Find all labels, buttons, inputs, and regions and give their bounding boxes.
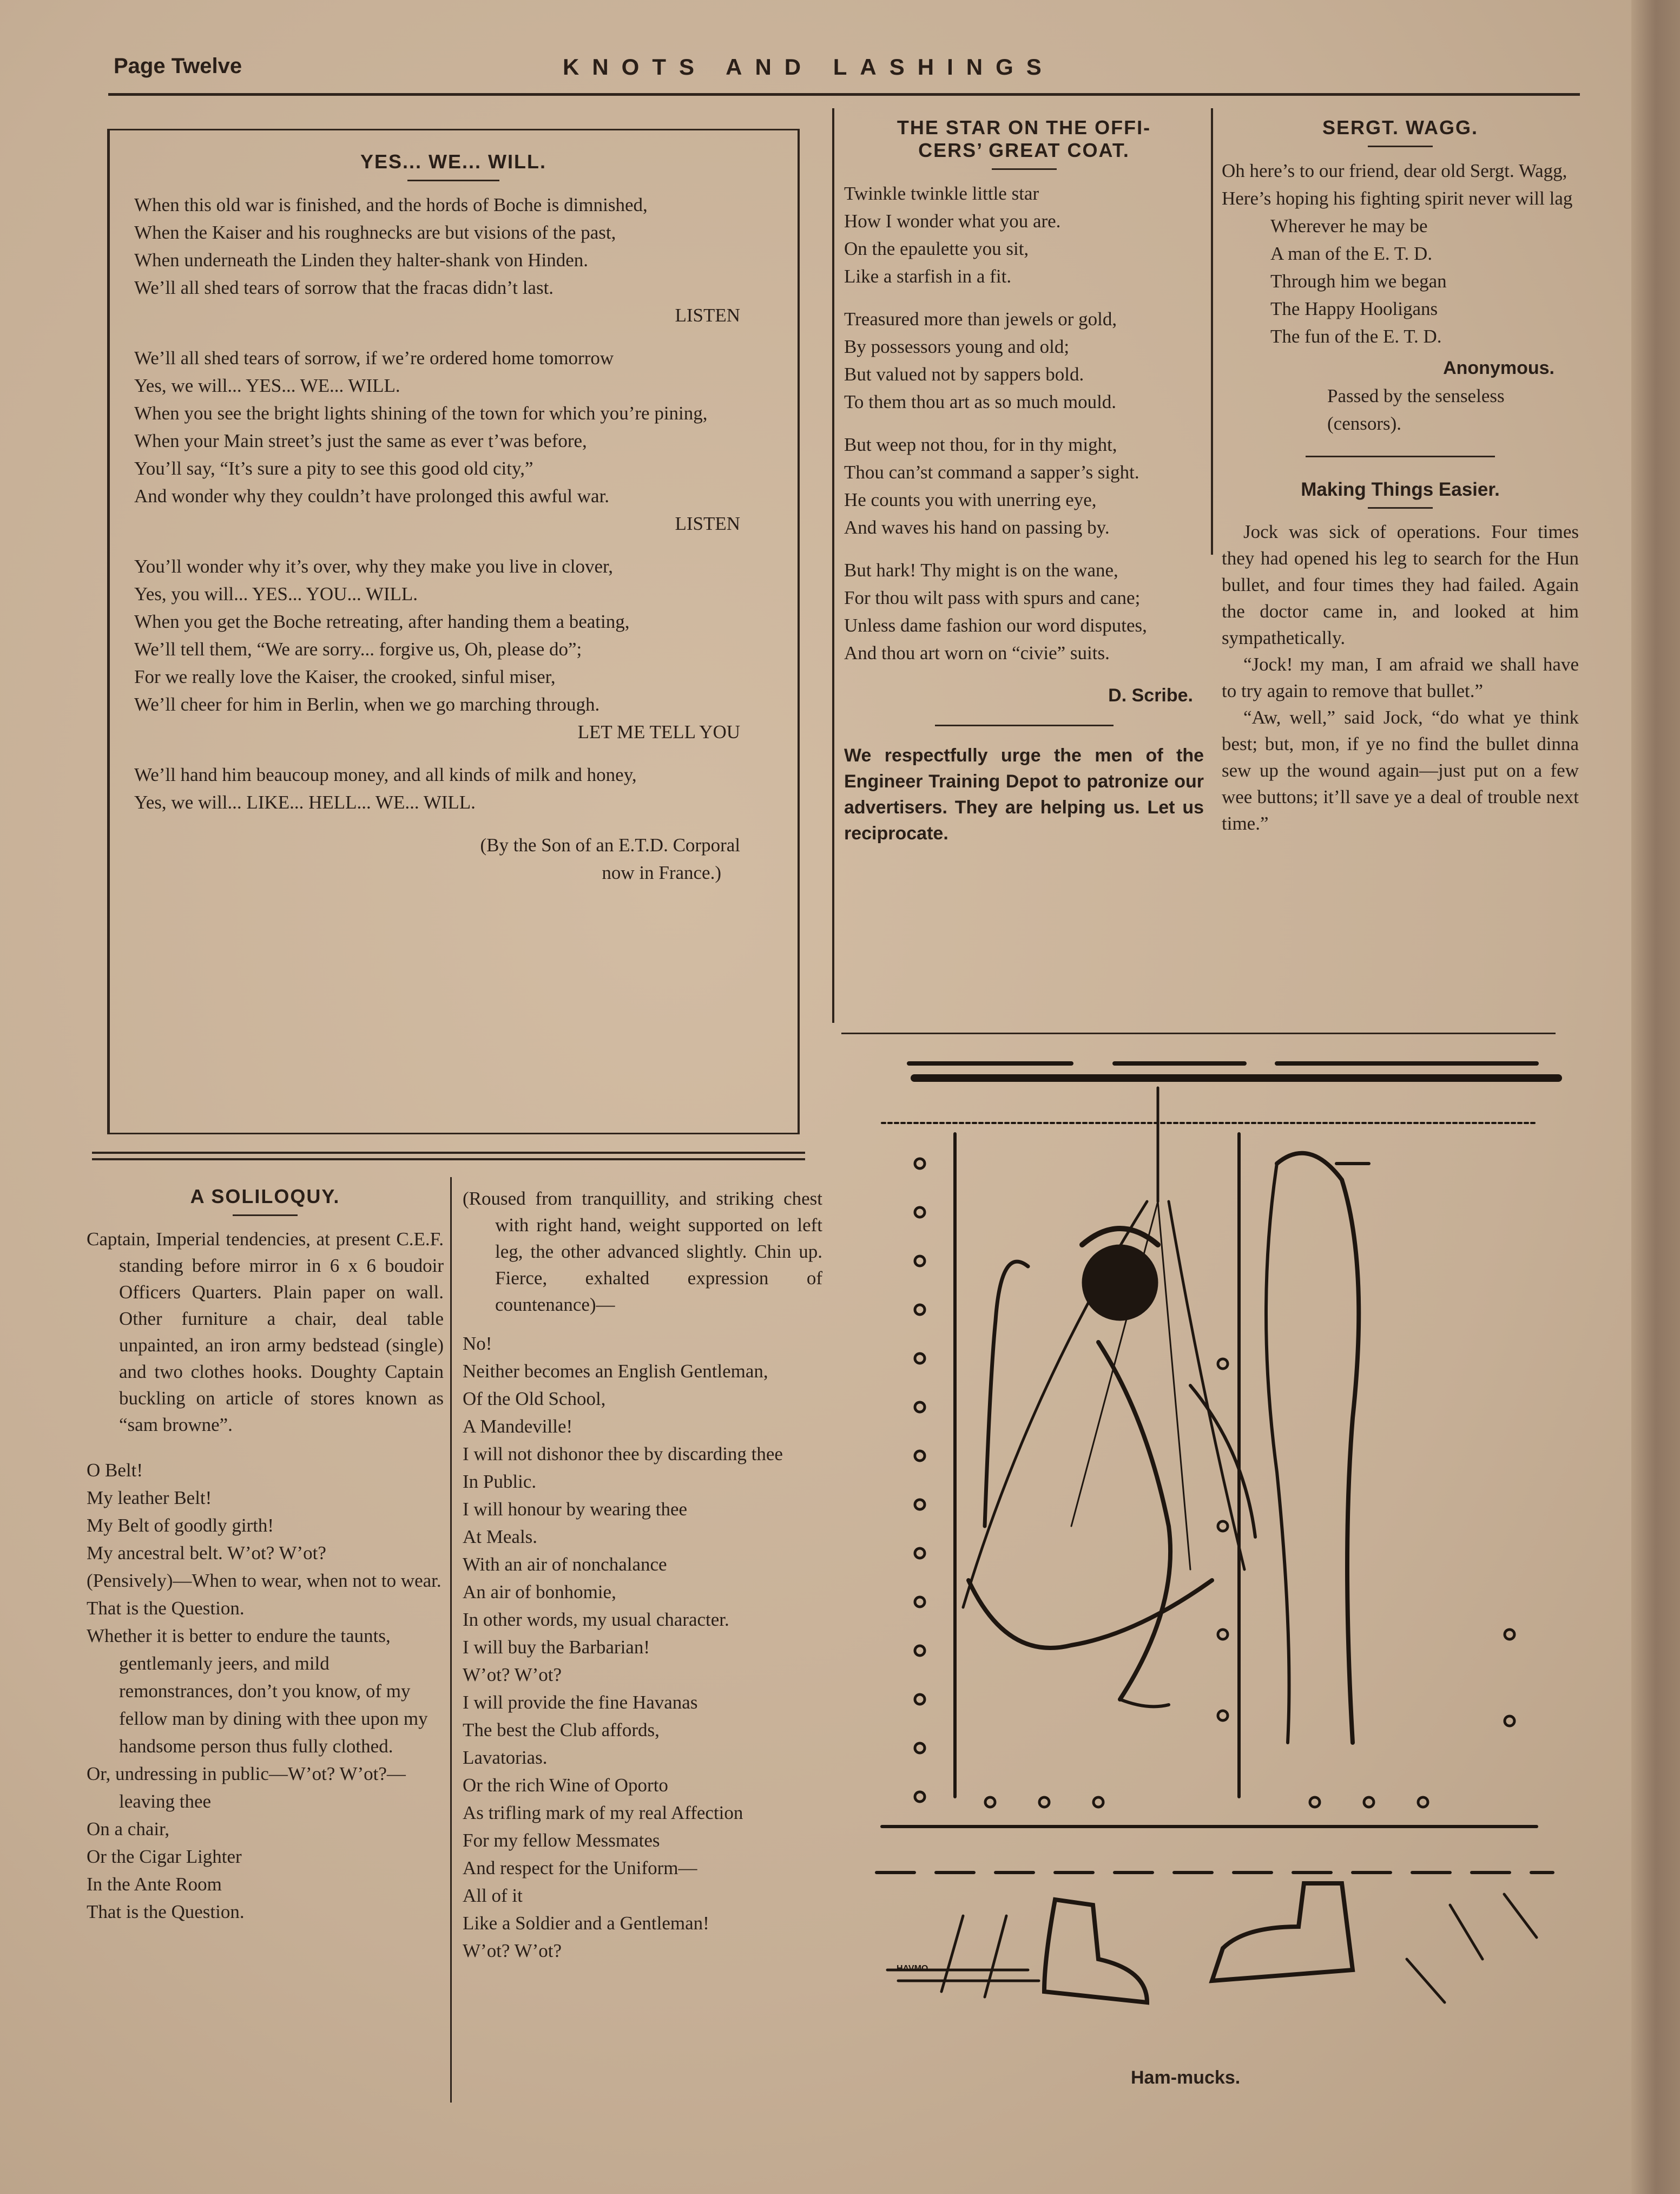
soliloquy-line: Neither becomes an English Gentleman, (463, 1361, 768, 1382)
soliloquy-line: With an air of nonchalance (463, 1554, 667, 1575)
title-rule (992, 168, 1057, 170)
wagg-verse (1222, 157, 1579, 350)
soliloquy-line: O Belt! (87, 1460, 143, 1481)
verse-line: And wonder why they couldn’t have prolonged this awful war. (134, 485, 610, 507)
masthead-title: KNOTS AND LASHINGS (563, 54, 1055, 80)
verse-line: He counts you with unerring eye, (844, 489, 1097, 510)
verse-line: We’ll tell them, “We are sorry... forgive us, Oh, please do”; (134, 639, 582, 660)
verse-line: Treasured more than jewels or gold, (844, 308, 1117, 330)
soliloquy-line: As trifling mark of my real Affection (463, 1802, 743, 1823)
title-rule (1368, 507, 1433, 509)
soliloquy-line: Lavatorias. (463, 1747, 548, 1768)
double-rule-top (92, 1152, 805, 1154)
cartoon-top-rule (841, 1033, 1556, 1034)
soliloquy-line: In other words, my usual character. (463, 1609, 729, 1630)
soliloquy-line: An air of bonhomie, (463, 1581, 616, 1602)
star-signature: D. Scribe. (1108, 685, 1193, 706)
verse-line: On the epaulette you sit, (844, 238, 1029, 259)
soliloquy-line: In the Ante Room (87, 1874, 222, 1895)
soliloquy-stage-direction (463, 1185, 822, 1318)
soliloquy-line: I will honour by wearing thee (463, 1499, 688, 1520)
stanza (844, 556, 1204, 667)
soliloquy-col2-verse (463, 1330, 822, 1965)
verse-line: The Happy Hooligans (1270, 298, 1438, 319)
verse-line: Yes, you will... YES... YOU... WILL. (134, 583, 418, 605)
soliloquy-line: All of it (463, 1885, 523, 1906)
byline-line-2: now in France.) (602, 862, 721, 883)
soliloquy-line: Or, undressing in public—W’ot? W’ot?—leaving thee (87, 1763, 406, 1812)
verse-line: We’ll all shed tears of sorrow that the fracas didn’t last. (134, 277, 554, 298)
soliloquy-column-rule (450, 1177, 452, 2103)
title-rule (233, 1214, 298, 1216)
verse-line: And waves his hand on passing by. (844, 517, 1110, 538)
divider-rule (935, 725, 1114, 726)
soliloquy-line: Like a Soldier and a Gentleman! (463, 1913, 709, 1934)
soliloquy-line: W’ot? W’ot? (463, 1940, 562, 1961)
stanza (844, 180, 1204, 290)
verse-line: For we really love the Kaiser, the crooked, sinful miser, (134, 666, 556, 687)
story-paragraph: “Aw, well,” said Jock, “do what ye think best; but, mon, if ye no find the bullet dinna sew up the wound again—just put on a few wee buttons; it’ll save ye a deal of trouble next time.” (1222, 707, 1579, 834)
wagg-signature: Anonymous. (1443, 358, 1554, 378)
byline-line-1: (By the Son of an E.T.D. Corporal (480, 835, 740, 856)
story-paragraph: “Jock! my man, I am afraid we shall have to try again to remove that bullet.” (1222, 654, 1579, 701)
verse-line: For thou wilt pass with spurs and cane; (844, 587, 1141, 608)
verse-line: By possessors young and old; (844, 336, 1070, 357)
wagg-passed: Passed by the senseless (censors). (1327, 385, 1505, 434)
soliloquy-col1-verse (87, 1456, 444, 1926)
stanza (844, 305, 1204, 416)
soliloquy-line: On a chair, (87, 1818, 170, 1840)
soliloquy-line: Of the Old School, (463, 1388, 606, 1409)
verse-line: When this old war is finished, and the hords of Boche is dimnished, (134, 194, 648, 215)
soliloquy-col-2 (463, 1185, 822, 1965)
cartoon-label: HAVMO (897, 1964, 928, 1973)
verse-line: But valued not by sappers bold. (844, 364, 1084, 385)
soliloquy-line: At Meals. (463, 1526, 538, 1547)
verse-line: The fun of the E. T. D. (1270, 326, 1442, 347)
yes-we-will-title: YES... WE... WILL. (360, 150, 546, 173)
verse-line: Twinkle twinkle little star (844, 183, 1039, 204)
divider-rule (1306, 456, 1495, 457)
advertiser-appeal: We respectfully urge the men of the Engineer Training Depot to patronize our advertisers. They are helping us. Let us reciprocate. (844, 745, 1204, 844)
verse-line: Like a starfish in a fit. (844, 266, 1012, 287)
soliloquy-line: (Pensively)—When to wear, when not to wear. (87, 1570, 442, 1591)
verse-line: How I wonder what you are. (844, 211, 1061, 232)
page-number: Page Twelve (114, 54, 242, 78)
verse-line: We’ll all shed tears of sorrow, if we’re ordered home tomorrow (134, 347, 614, 369)
verse-line: But weep not thou, for in thy might, (844, 434, 1117, 455)
cartoon-caption: Ham-mucks. (1131, 2067, 1241, 2088)
soliloquy-line: Or the rich Wine of Oporto (463, 1775, 668, 1796)
soliloquy-intro-text: Captain, Imperial tendencies, at present C.E.F. standing before mirror in 6 x 6 boudoir Officers Quarters. Plain paper on wall. Other furniture a chair, deal table unpainted, an iron army bedstead (single) and two clothes hooks. Doughty Captain buckling on article of stores known as “sam browne”. (87, 1229, 444, 1435)
double-rule-bottom (92, 1158, 805, 1160)
verse-line: Oh here’s to our friend, dear old Sergt. Wagg, (1222, 160, 1567, 181)
stanza (134, 553, 773, 746)
soliloquy-line: My ancestral belt. W’ot? W’ot? (87, 1542, 326, 1564)
title-rule (407, 180, 499, 181)
column-rule-2 (1211, 108, 1213, 555)
stage-direction-text: (Roused from tranquillity, and striking chest with right hand, weight supported on left leg, the other advanced slightly. Chin up. Fierce, exhalted expression of countenance)— (463, 1188, 822, 1315)
soliloquy-line: My Belt of goodly girth! (87, 1515, 274, 1536)
soliloquy-line: In Public. (463, 1471, 537, 1492)
stanza (134, 344, 773, 537)
verse-line: You’ll say, “It’s sure a pity to see this good old city,” (134, 458, 533, 479)
yes-we-will-article (134, 150, 773, 886)
soliloquy-intro (87, 1226, 444, 1438)
refrain: LISTEN (675, 513, 740, 534)
verse-line: When your Main street’s just the same as ever t’was before, (134, 430, 587, 451)
easier-story (1222, 518, 1579, 837)
verse-line: To them thou art as so much mould. (844, 391, 1117, 412)
soliloquy-line: That is the Question. (87, 1901, 245, 1922)
soliloquy-line: No! (463, 1333, 492, 1354)
yes-we-will-verse (134, 191, 773, 816)
verse-line: And thou art worn on “civie” suits. (844, 642, 1110, 664)
verse-line: When you see the bright lights shining of the town for which you’re pining, (134, 403, 708, 424)
soliloquy-line: For my fellow Messmates (463, 1830, 660, 1851)
verse-line: Thou can’st command a sapper’s sight. (844, 462, 1139, 483)
verse-line: Yes, we will... YES... WE... WILL. (134, 375, 400, 396)
wagg-article (1222, 116, 1579, 837)
soliloquy-title: A SOLILOQUY. (190, 1185, 340, 1207)
easier-title: Making Things Easier. (1301, 479, 1500, 500)
star-article (844, 116, 1204, 846)
wagg-title: SERGT. WAGG. (1322, 116, 1479, 139)
star-title-1: THE STAR ON THE OFFI- (897, 116, 1151, 139)
soliloquy-line: I will not dishonor thee by discarding thee (463, 1443, 783, 1464)
story-paragraph: Jock was sick of operations. Four times they had opened his leg to search for the Hun bullet, and four times they had failed. Again the doctor came in, and looked at him sympathetically. (1222, 521, 1579, 648)
page-edge-shadow (1631, 0, 1680, 2194)
soliloquy-line: Or the Cigar Lighter (87, 1846, 242, 1867)
verse-line: You’ll wonder why it’s over, why they make you live in clover, (134, 556, 614, 577)
star-verse (844, 180, 1204, 667)
verse-line: When the Kaiser and his roughnecks are but visions of the past, (134, 222, 616, 243)
soliloquy-line: The best the Club affords, (463, 1719, 660, 1740)
verse-line: But hark! Thy might is on the wane, (844, 560, 1118, 581)
soliloquy-line: And respect for the Uniform— (463, 1857, 697, 1878)
soliloquy-line: Whether it is better to endure the taunts, gentlemanly jeers, and mild remonstrances, don’t you know, of my fellow man by dining with thee upon my handsome person thus fully clothed. (87, 1625, 428, 1757)
verse-line: Wherever he may be (1270, 215, 1428, 237)
stanza (844, 431, 1204, 541)
soliloquy-line: My leather Belt! (87, 1487, 212, 1508)
soliloquy-line: A Mandeville! (463, 1416, 573, 1437)
column-rule-1 (832, 108, 834, 1023)
refrain: LISTEN (675, 305, 740, 326)
verse-line: When you get the Boche retreating, after handing them a beating, (134, 611, 630, 632)
verse-line: Here’s hoping his fighting spirit never will lag (1222, 188, 1573, 209)
soliloquy-line: I will provide the fine Havanas (463, 1692, 698, 1713)
verse-line: We’ll hand him beaucoup money, and all kinds of milk and honey, (134, 764, 637, 785)
title-rule (1368, 146, 1433, 147)
ham-mucks-cartoon (866, 1039, 1564, 2046)
soliloquy-col-1 (87, 1185, 444, 1926)
refrain: LET ME TELL YOU (577, 721, 740, 743)
verse-line: When underneath the Linden they halter-shank von Hinden. (134, 249, 589, 271)
verse-line: A man of the E. T. D. (1270, 243, 1433, 264)
soliloquy-line: That is the Question. (87, 1598, 245, 1619)
star-title-2: CERS’ GREAT COAT. (918, 139, 1130, 161)
header-rule (108, 93, 1580, 96)
verse-line: Through him we began (1270, 271, 1447, 292)
soliloquy-line: I will buy the Barbarian! (463, 1637, 650, 1658)
stanza (134, 761, 773, 816)
soliloquy-line: W’ot? W’ot? (463, 1664, 562, 1685)
verse-line: Unless dame fashion our word disputes, (844, 615, 1147, 636)
stanza (134, 191, 773, 329)
verse-line: We’ll cheer for him in Berlin, when we go marching through. (134, 694, 600, 715)
verse-line: Yes, we will... LIKE... HELL... WE... WILL. (134, 792, 476, 813)
